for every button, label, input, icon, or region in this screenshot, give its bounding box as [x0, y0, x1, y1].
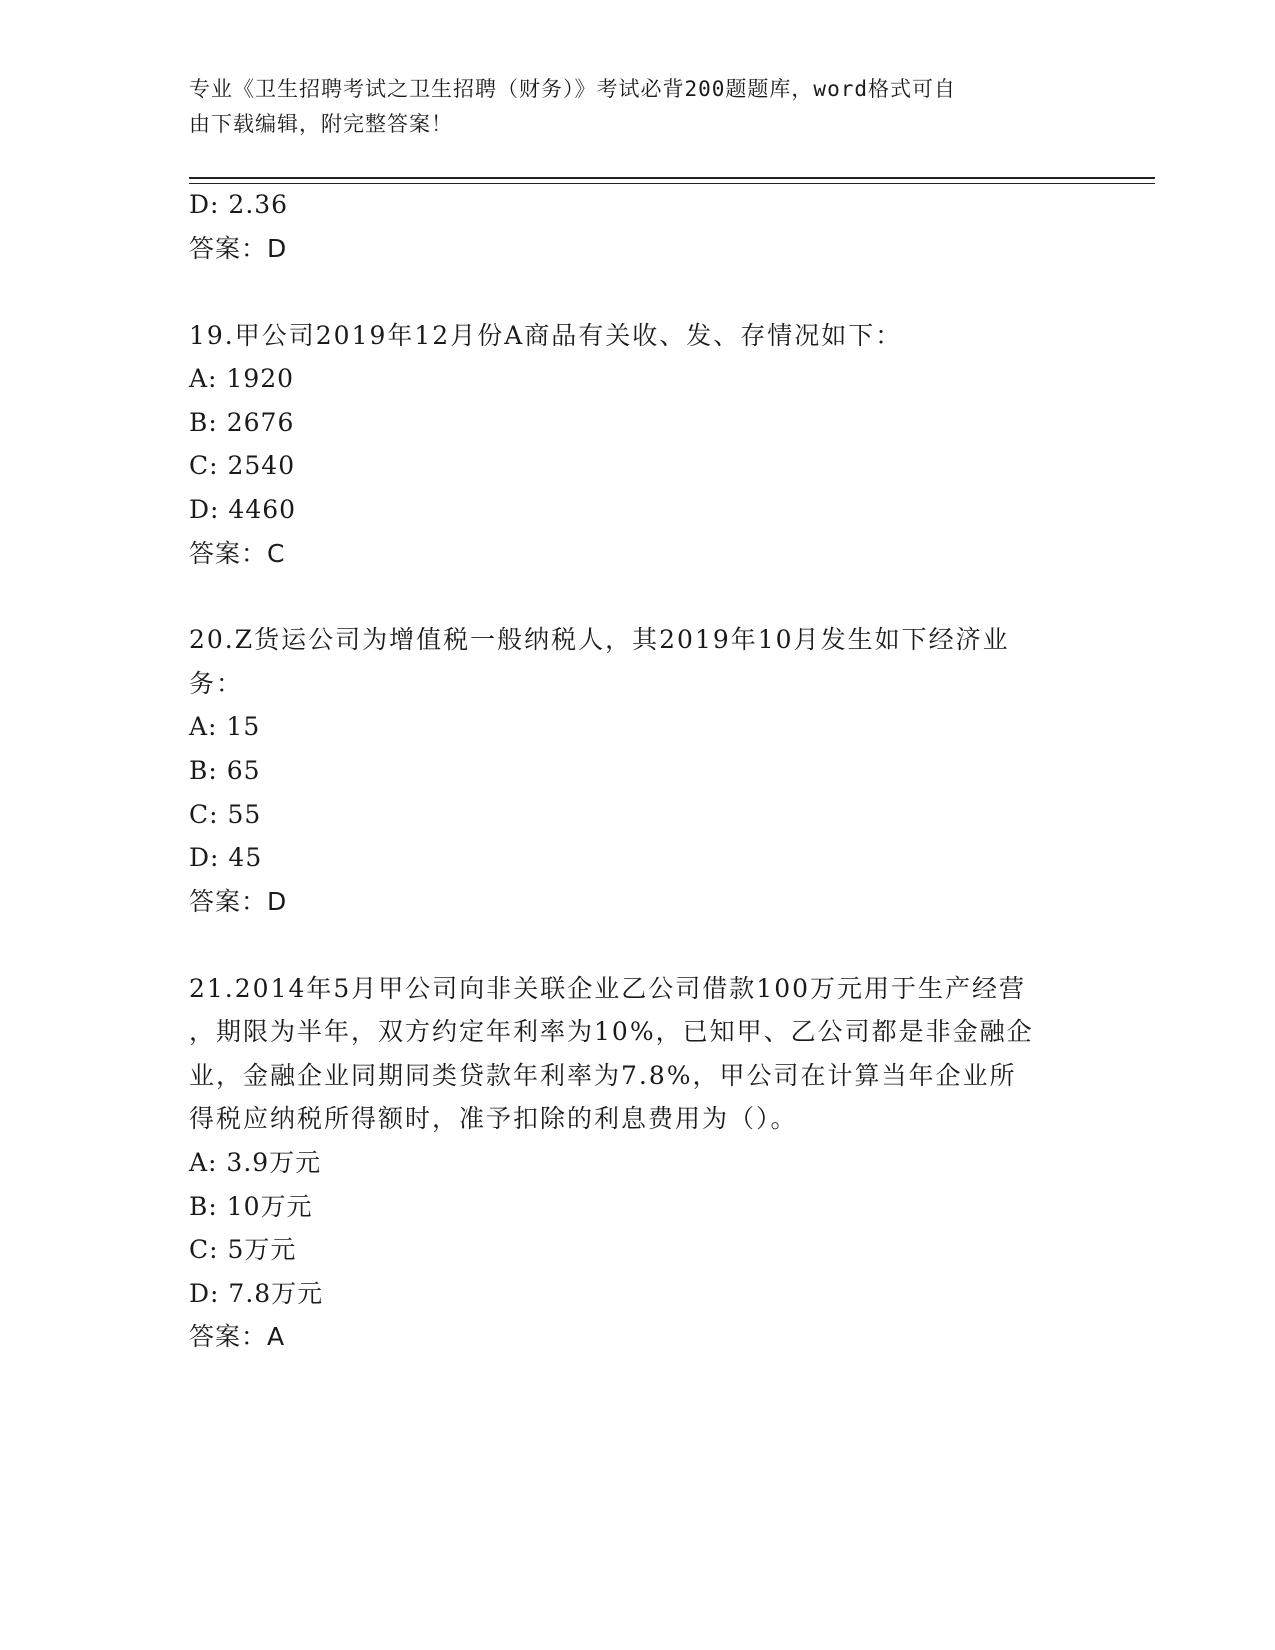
q19-stem-line-1: 19.甲公司2019年12月份A商品有关收、发、存情况如下： — [189, 321, 903, 350]
q20-option-a: A: 15 — [189, 712, 261, 741]
q19-option-a: A: 1920 — [189, 364, 295, 393]
q21-option-c: C: 5万元 — [189, 1235, 297, 1264]
prev-option-d: D: 2.36 — [189, 190, 289, 219]
header-divider-thin — [189, 183, 1155, 184]
q21-stem-line-4: 得税应纳税所得额时，准予扣除的利息费用为（）。 — [189, 1104, 798, 1133]
header-divider-thick — [189, 177, 1155, 179]
q21-option-a: A: 3.9万元 — [189, 1148, 322, 1177]
q19-option-c: C: 2540 — [189, 451, 296, 480]
q20-answer: 答案：D — [189, 887, 288, 916]
q21-stem-line-2: ，期限为半年，双方约定年利率为10%，已知甲、乙公司都是非金融企 — [189, 1017, 1034, 1046]
prev-answer: 答案：D — [189, 234, 288, 263]
q19-option-d: D: 4460 — [189, 495, 297, 524]
q19-option-b: B: 2676 — [189, 408, 295, 437]
q21-option-d: D: 7.8万元 — [189, 1279, 324, 1308]
q21-answer: 答案：A — [189, 1322, 286, 1351]
q20-option-c: C: 55 — [189, 800, 262, 829]
q20-stem-line-1: 20.Z货运公司为增值税一般纳税人，其2019年10月发生如下经济业 — [189, 625, 1010, 654]
document-header — [189, 72, 1069, 142]
q21-option-b: B: 10万元 — [189, 1192, 313, 1221]
q21-stem-line-1: 21.2014年5月甲公司向非关联企业乙公司借款100万元用于生产经营 — [189, 974, 1027, 1003]
q19-answer: 答案：C — [189, 539, 286, 568]
q21-stem-line-3: 业，金融企业同期同类贷款年利率为7.8%，甲公司在计算当年企业所 — [189, 1061, 1017, 1090]
header-line-2: 由下载编辑，附完整答案！ — [189, 112, 453, 136]
header-line-1: 专业《卫生招聘考试之卫生招聘（财务）》考试必背200题题库，word格式可自 — [189, 77, 956, 101]
q20-option-d: D: 45 — [189, 843, 263, 872]
q20-option-b: B: 65 — [189, 756, 261, 785]
q20-stem-line-2: 务： — [189, 669, 244, 698]
